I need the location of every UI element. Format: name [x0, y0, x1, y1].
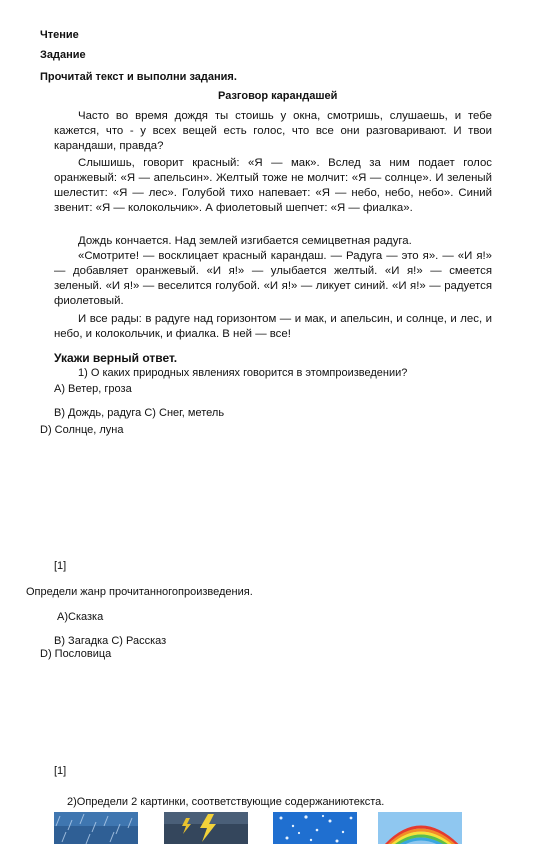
story-paragraph: Часто во время дождя ты стоишь у окна, смотришь, слушаешь, и тебе кажется, что - у всех вещей есть голос, что все они разговаривают. И твои карандаши, правда?	[54, 110, 492, 153]
q2-option-a[interactable]: A)Сказка	[57, 611, 104, 623]
section-label: Чтение	[40, 29, 79, 41]
rain-picture[interactable]	[54, 812, 138, 844]
question-3: 2)Определи 2 картинки, соответствующие содержаниютекста.	[67, 796, 385, 808]
q1-mark: [1]	[54, 560, 67, 572]
instruction: Прочитай текст и выполни задания.	[40, 71, 237, 83]
story-paragraph: И все рады: в радуге над горизонтом — и мак, и апельсин, и солнце, и лес, и небо, и колокольчик, и фиалка. В ней — все!	[54, 313, 492, 341]
q2-option-bc[interactable]: B) Загадка C) Рассказ	[54, 635, 167, 647]
q2-option-d[interactable]: D) Пословица	[40, 648, 112, 660]
q1-option-a[interactable]: A) Ветер, гроза	[54, 383, 132, 395]
task-label: Задание	[40, 49, 86, 61]
q1-option-bc[interactable]: B) Дождь, радуга C) Снег, метель	[54, 407, 225, 419]
story-paragraph: «Смотрите! — восклицает красный карандаш. — Радуга — это я». — «И я!» — добавляет оранжевый. «И я!» — улыбается желтый. «И я!» — смеется зеленый. «И я!» — веселится голубой. «И я!» — ликует синий. «И я!» — радуется фиолетовый.	[54, 250, 492, 308]
story-paragraph: Слышишь, говорит красный: «Я — мак». Вслед за ним подает голос оранжевый: «Я — апельсин». Желтый тоже не молчит: «Я — солнце». И зеленый шелестит: «Я — лес». Голубой тихо напевает: «Я — небо, небо, небо». Синий звенит: «Я — колокольчик». А фиолетовый шепчет: «Я — фиалка».	[54, 157, 492, 215]
answer-heading: Укажи верный ответ.	[54, 351, 178, 365]
q2-mark: [1]	[54, 765, 67, 777]
lightning-picture[interactable]	[164, 812, 248, 844]
q1-option-d[interactable]: D) Солнце, луна	[40, 424, 124, 436]
question-2: Определи жанр прочитанногопроизведения.	[26, 586, 253, 598]
rainbow-picture[interactable]	[378, 812, 462, 844]
question-1: 1) О каких природных явлениях говорится в этомпроизведении?	[78, 367, 408, 379]
story-title: Разговор карандашей	[218, 90, 338, 102]
story-paragraph: Дождь кончается. Над землей изгибается семицветная радуга.	[78, 235, 412, 247]
snow-picture[interactable]	[273, 812, 357, 844]
